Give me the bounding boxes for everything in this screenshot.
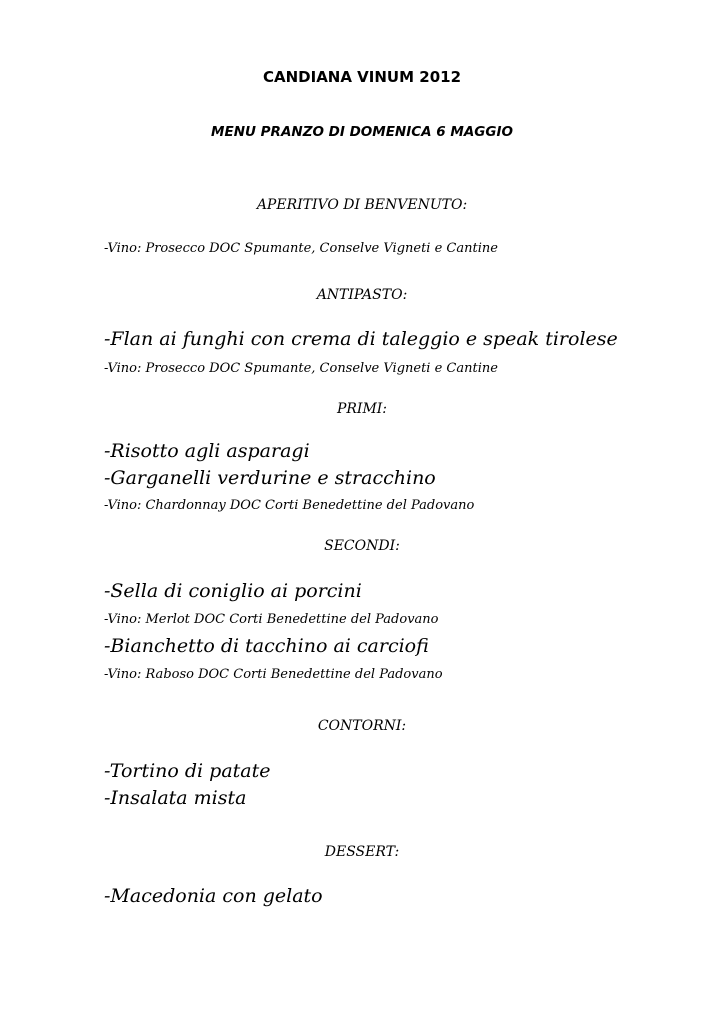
page-title: CANDIANA VINUM 2012	[262, 68, 462, 86]
wine-line: -Vino: Prosecco DOC Spumante, Conselve Vigneti e Cantine	[104, 241, 498, 256]
dish-line: -Flan ai funghi con crema di taleggio e speak tirolese	[104, 328, 618, 350]
wine-line: -Vino: Chardonnay DOC Corti Benedettine del Padovano	[104, 498, 475, 513]
section-heading-antipasto: ANTIPASTO:	[316, 287, 408, 303]
dish-line: -Bianchetto di tacchino ai carciofi	[104, 635, 429, 657]
dish-line: -Insalata mista	[104, 787, 247, 809]
dish-line: -Risotto agli asparagi	[104, 440, 310, 462]
wine-line: -Vino: Prosecco DOC Spumante, Conselve Vigneti e Cantine	[104, 361, 498, 376]
section-heading-dessert: DESSERT:	[324, 844, 400, 860]
section-heading-contorni: CONTORNI:	[317, 718, 407, 734]
section-heading-secondi: SECONDI:	[324, 538, 400, 554]
menu-subtitle: MENU PRANZO DI DOMENICA 6 MAGGIO	[211, 124, 513, 140]
section-heading-aperitivo: APERITIVO DI BENVENUTO:	[256, 197, 468, 213]
section-heading-primi: PRIMI:	[336, 401, 388, 417]
dish-line: -Macedonia con gelato	[104, 885, 323, 907]
dish-line: -Tortino di patate	[104, 760, 271, 782]
wine-line: -Vino: Raboso DOC Corti Benedettine del Padovano	[104, 667, 443, 682]
dish-line: -Sella di coniglio ai porcini	[104, 580, 362, 602]
wine-line: -Vino: Merlot DOC Corti Benedettine del Padovano	[104, 612, 439, 627]
dish-line: -Garganelli verdurine e stracchino	[104, 467, 436, 489]
